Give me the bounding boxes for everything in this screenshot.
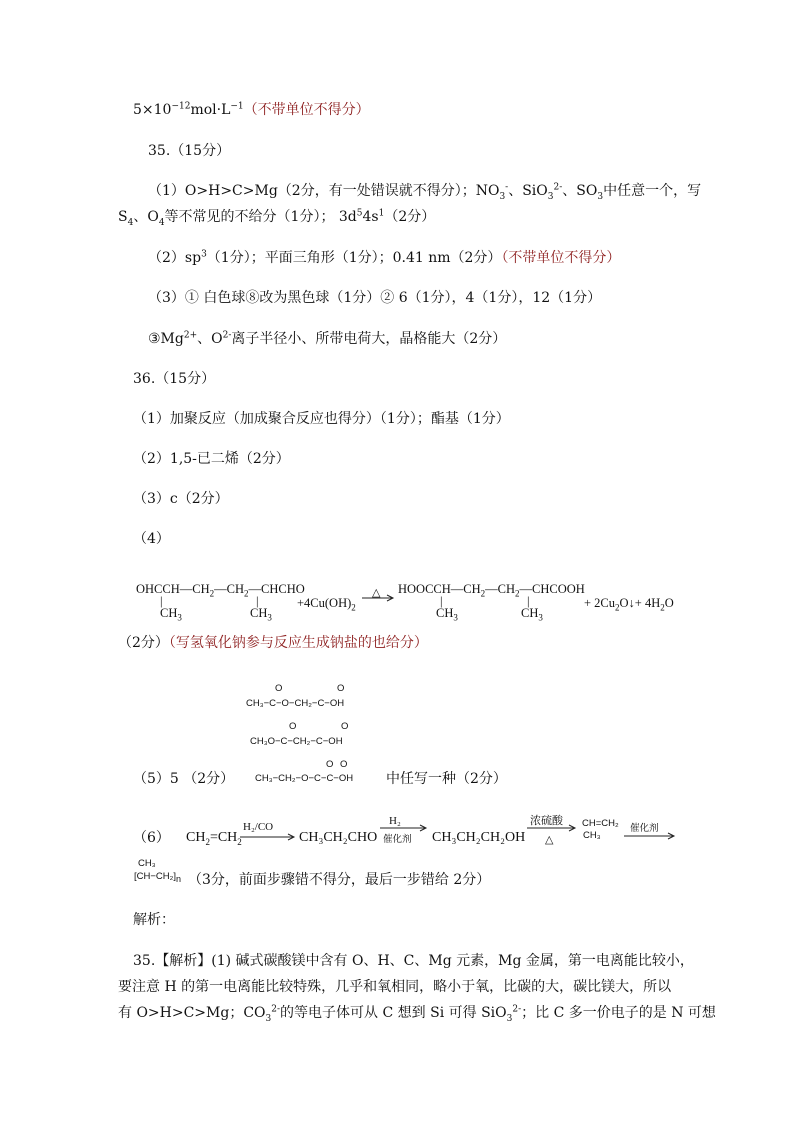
q36-heading: 36.（15分）	[133, 371, 216, 387]
isomer-1: CH₃−C−O−CH₂−C−OH	[246, 698, 345, 709]
route-catalyst-4: 催化剂	[630, 823, 659, 834]
q35-heading: 35.（15分）	[148, 143, 231, 159]
eq4-product: $HOOCCH—CH_2—CH_2—CHCOOH$	[398, 582, 585, 599]
eq4-bond: |	[440, 594, 443, 608]
unit-note: （不带单位不得分）	[243, 102, 370, 118]
eq4-bond: |	[256, 594, 259, 608]
isomer2-o2: O	[341, 721, 349, 732]
eq4-delta: △	[372, 587, 381, 599]
route-propene-ch3: CH₃	[583, 830, 601, 841]
isomer3-o2: O	[340, 759, 348, 770]
isomer-3: CH₃−CH₂−O−C−C−OH	[255, 773, 354, 784]
eq4-reactant: $OHCCH—CH_2—CH_2—CHCHO$	[136, 582, 305, 599]
q36-part6-note: （3分，前面步骤错不得分，最后一步错给 2分）	[188, 872, 491, 888]
analysis-line-1: 35.【解析】(1) 碱式碳酸镁中含有 O、H、C、Mg 元素，Mg 金属，第一电离能比较小，	[133, 953, 694, 969]
q35-part3-3: $③Mg^{2+}$、$O^{2-}$离子半径小、所带电荷大，晶格能大（2分）	[148, 330, 507, 347]
isomer3-o1: O	[326, 759, 334, 770]
isomer-2: CH₃O−C−CH₂−C−OH	[250, 736, 343, 747]
eq4-methyl: $CH_3$	[250, 606, 272, 623]
q36-part6-label: （6）	[133, 830, 170, 846]
q36-part2: （2）1,5-已二烯（2分）	[133, 451, 290, 467]
eq4-reagent: $+4Cu(OH)_2$	[297, 596, 356, 613]
q35-part1-line2: $S_4$、$O_4$等不常见的不给分（1分）； $3d^54s^1(2$分）	[118, 208, 436, 228]
route-heat: △	[545, 834, 554, 846]
route-propanal: CH₃CH₂CHO	[299, 830, 378, 845]
route-reagent-3: 浓硫酸	[530, 815, 563, 827]
isomer1-o2: O	[337, 683, 345, 694]
eq4-arrow	[362, 594, 396, 602]
route-arrow-1	[240, 833, 296, 841]
route-catalyst-2: 催化剂	[383, 834, 412, 845]
q36-part4-score: （2分）（写氢氧化钠参与反应生成钠盐的也给分）	[118, 635, 428, 651]
route-reagent-2: H₂	[389, 815, 401, 827]
route-ethylene: $CH_2=CH_2$	[186, 830, 242, 847]
q36-part4-label: （4）	[133, 531, 170, 547]
route-propene-top: CH=CH₂	[582, 818, 619, 829]
eq4-methyl: $CH_3$	[160, 606, 182, 623]
polymer-unit: $[CH-CH_2]_n$	[134, 871, 181, 884]
q36-part3: （3）c（2分）	[133, 491, 229, 507]
q35-part2: $(2)sp^3(1$分）；平面三角形（1分）；0.41 nm（2分）（不带单位不得分）	[148, 249, 621, 266]
q35-part1-line1: （1）O>H>C>Mg（2分，有一处错误就不得分）；$NO_3^-$、SiO$_3^{2-}$、$SO_3$中任意一个，写	[148, 182, 702, 202]
analysis-line-2: 要注意 H 的第一电离能比较特殊，几乎和氧相同，略小于氧，比碳的大，碳比镁大，所以	[118, 979, 672, 995]
eq4-methyl: $CH_3$	[436, 606, 458, 623]
route-propanol: CH₃CH₂CH₂OH	[432, 830, 526, 845]
q36-part5-b: 中任写一种（2分）	[386, 771, 507, 787]
isomer1-o1: O	[275, 683, 283, 694]
q36-part1: （1）加聚反应（加成聚合反应也得分）（1分）；酯基（1分）	[133, 411, 510, 427]
eq4-methyl: $CH_3$	[521, 606, 543, 623]
q35-part3: （3）① 白色球⑧改为黑色球（1分）② 6（1分），4（1分），12（1分）	[148, 290, 602, 306]
q36-part5-a: （5）5 （2分）	[133, 771, 235, 787]
eq4-bond: |	[527, 594, 530, 608]
analysis-title: 解析：	[133, 912, 175, 928]
route-reagent-1: H₂/CO	[243, 821, 274, 833]
route-arrow-4	[624, 832, 676, 840]
eq4-byproducts: + $2Cu_2O↓+ 4H_2O$	[584, 596, 674, 613]
eq4-bond: |	[160, 594, 163, 608]
analysis-line-3: 有 O>H>C>Mg；$CO_3^{2-}$的等电子体可从 C 想到 Si 可得 SiO$_3^{2-}$；比 C 多一价电子的是 N 可想	[118, 1004, 716, 1024]
concentration-line: $5\times 10^{-12}mol\cdot L^{-1}$（不带单位不得分）	[133, 101, 370, 118]
isomer2-o1: O	[289, 721, 297, 732]
polymer-ch3: CH₃	[138, 858, 156, 869]
